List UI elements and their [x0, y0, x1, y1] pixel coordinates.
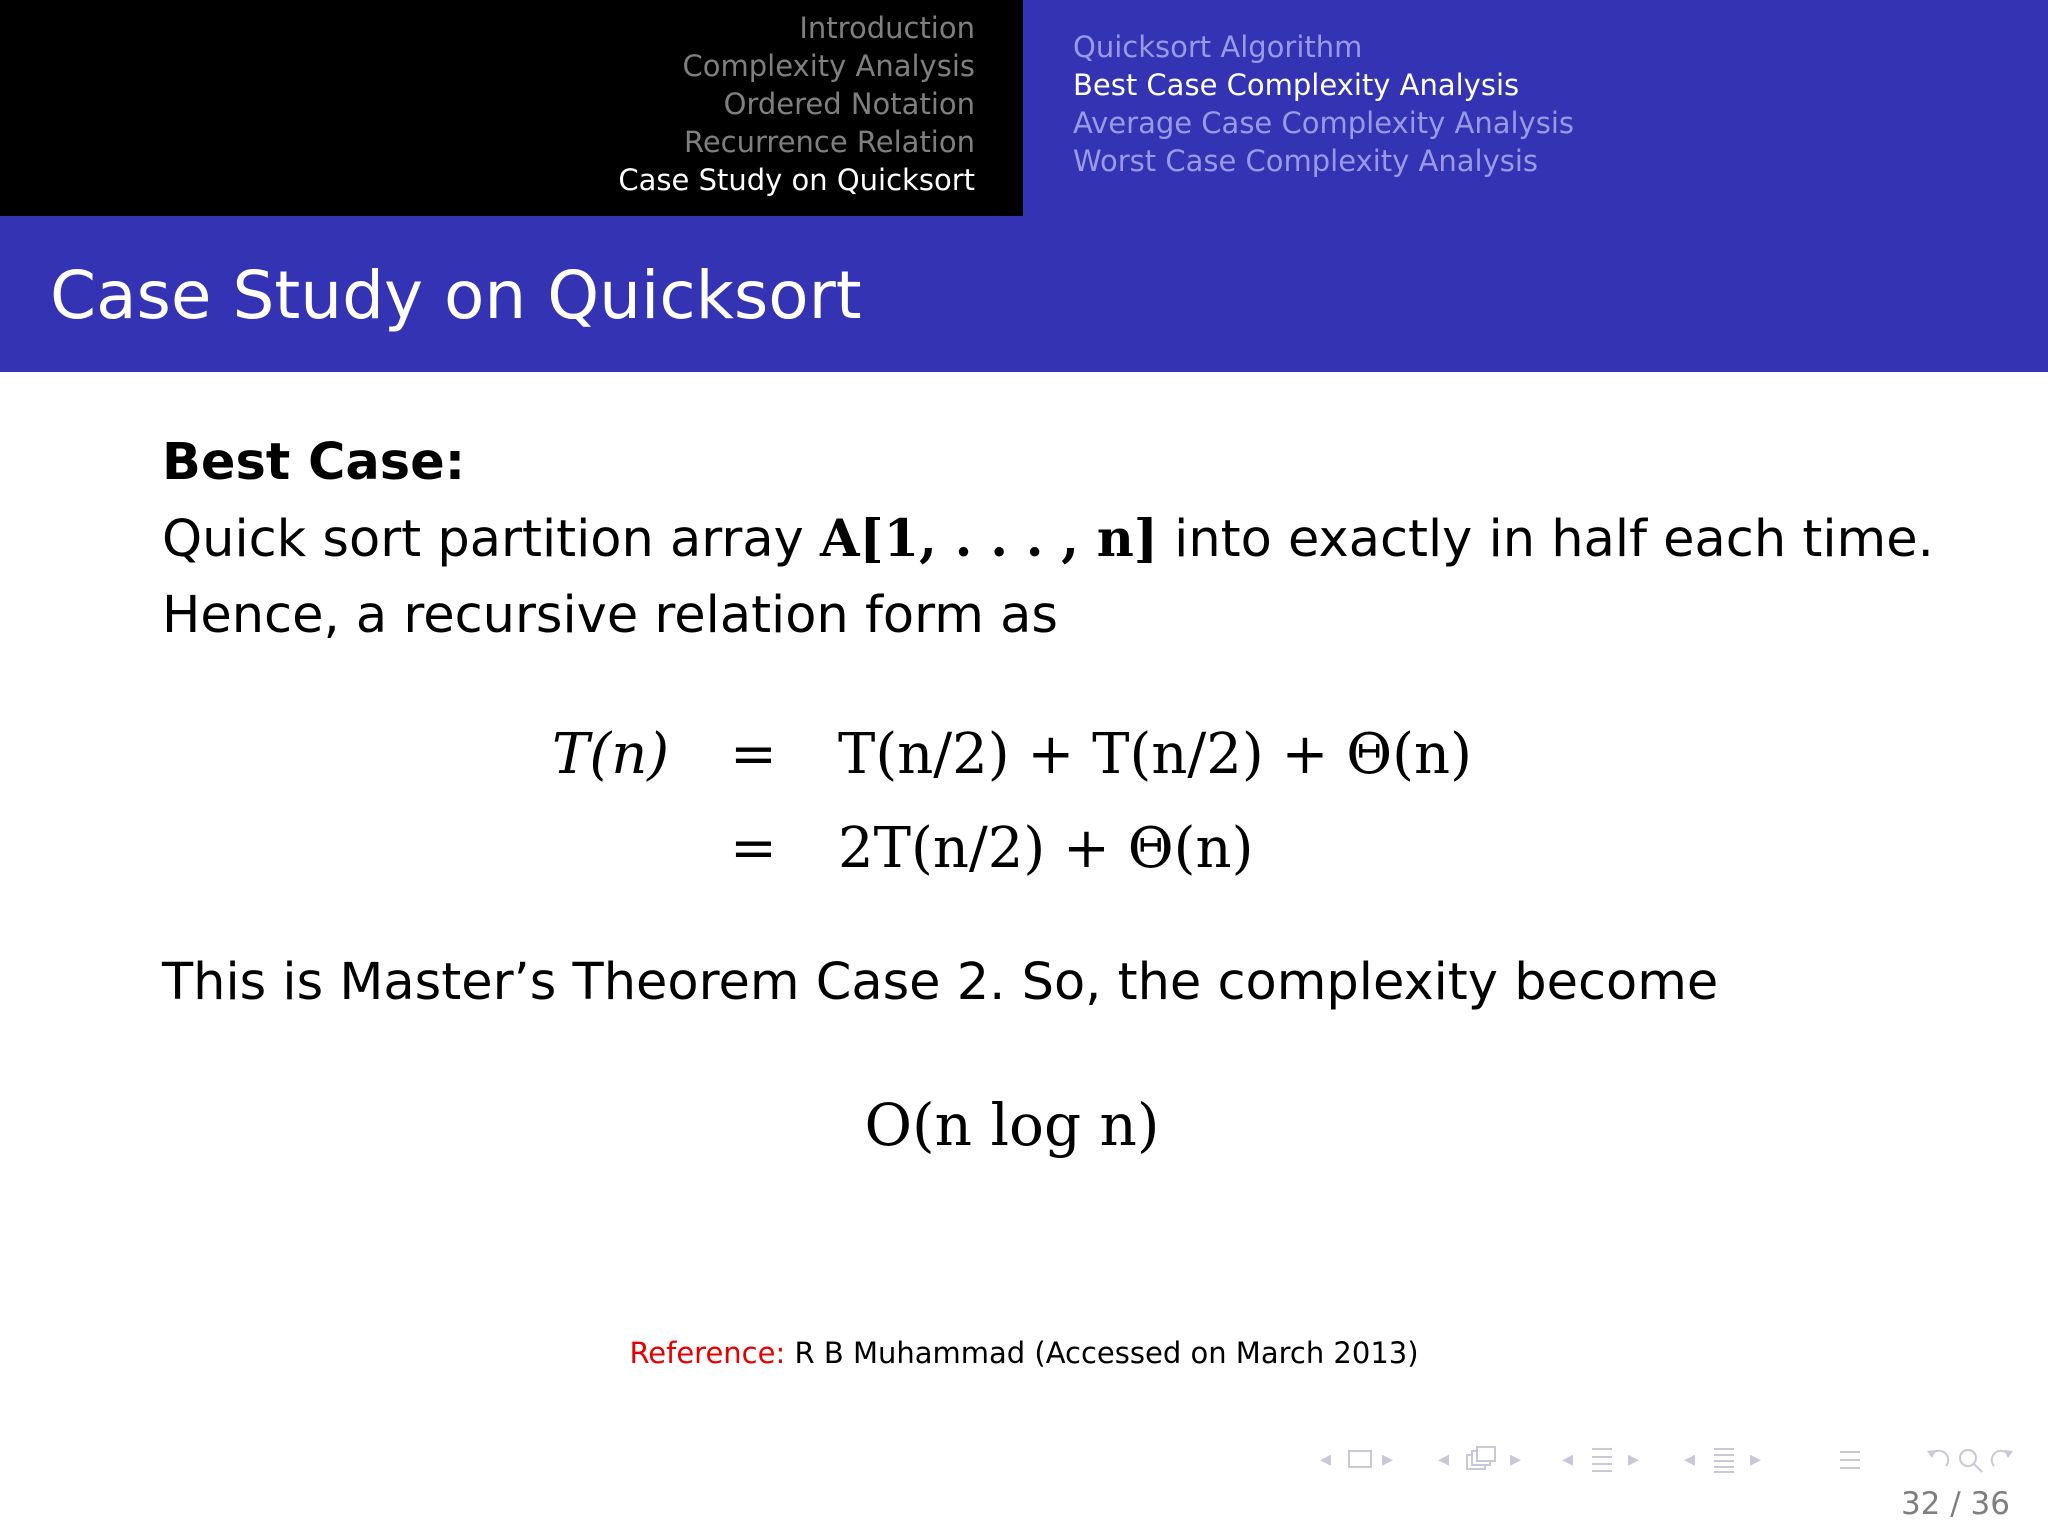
prev-arrow-icon[interactable]: ◂	[1438, 1447, 1450, 1472]
nav-subsection-average-case[interactable]: Average Case Complexity Analysis	[1073, 106, 1574, 140]
outline-icon[interactable]	[1838, 1446, 1862, 1474]
frame-icon[interactable]	[1348, 1450, 1372, 1468]
back-icon[interactable]	[1924, 1446, 1952, 1474]
nav-section-introduction[interactable]: Introduction	[799, 11, 975, 45]
next-arrow-icon[interactable]: ▸	[1510, 1447, 1522, 1472]
section-icon[interactable]	[1590, 1446, 1614, 1474]
subsection-icon[interactable]	[1466, 1446, 1496, 1472]
section-list-icon[interactable]	[1712, 1446, 1736, 1474]
prev-arrow-icon[interactable]: ◂	[1562, 1447, 1574, 1472]
partition-text-prefix: Quick sort partition array	[162, 510, 820, 569]
recurrence-equations	[162, 715, 1982, 903]
partition-text-suffix: into exactly in half each time.	[1157, 510, 1934, 569]
nav-subsection-best-case[interactable]: Best Case Complexity Analysis	[1073, 68, 1520, 102]
subsection-navigation	[1023, 0, 2048, 216]
forward-icon[interactable]	[1988, 1446, 2016, 1474]
reference-text: R B Muhammad (Accessed on March 2013)	[794, 1336, 1419, 1370]
section-navigation	[0, 0, 1023, 216]
navigation-symbols	[1312, 1442, 2032, 1478]
frame-title: Case Study on Quicksort	[50, 257, 862, 334]
equals-sign: =	[730, 722, 777, 787]
reference-label: Reference:	[629, 1336, 786, 1370]
nav-section-case-study[interactable]: Case Study on Quicksort	[618, 163, 975, 197]
equation-row-2	[162, 809, 1982, 903]
next-arrow-icon[interactable]: ▸	[1382, 1447, 1394, 1472]
master-theorem-sentence: This is Master’s Theorem Case 2. So, the complexity become	[162, 953, 1719, 1012]
equation-rhs-2: 2T(n/2) + Θ(n)	[838, 816, 1254, 881]
page-number: 32 / 36	[1900, 1486, 2010, 1522]
equation-rhs-1: T(n/2) + T(n/2) + Θ(n)	[838, 722, 1472, 787]
equals-sign: =	[730, 816, 777, 881]
array-notation: A[1, . . . , n]	[819, 509, 1158, 569]
slide-content	[162, 425, 1982, 1159]
nav-subsection-worst-case[interactable]: Worst Case Complexity Analysis	[1073, 144, 1539, 178]
prev-arrow-icon[interactable]: ◂	[1684, 1447, 1696, 1472]
nav-subsection-quicksort-algorithm[interactable]: Quicksort Algorithm	[1073, 30, 1363, 64]
reference-line	[0, 1333, 2048, 1373]
complexity-result: O(n log n)	[864, 1091, 1160, 1159]
nav-section-ordered-notation[interactable]: Ordered Notation	[723, 87, 975, 121]
recursive-relation-sentence: Hence, a recursive relation form as	[162, 586, 1058, 645]
next-arrow-icon[interactable]: ▸	[1750, 1447, 1762, 1472]
best-case-heading: Best Case:	[162, 433, 466, 492]
equation-row-1	[162, 715, 1982, 809]
nav-section-complexity-analysis[interactable]: Complexity Analysis	[682, 49, 975, 83]
nav-section-recurrence-relation[interactable]: Recurrence Relation	[683, 125, 975, 159]
prev-arrow-icon[interactable]: ◂	[1320, 1447, 1332, 1472]
partition-sentence	[162, 501, 1982, 578]
section-list	[618, 9, 975, 199]
subsection-list	[1073, 28, 1574, 180]
next-arrow-icon[interactable]: ▸	[1628, 1447, 1640, 1472]
search-icon[interactable]	[1956, 1446, 1984, 1474]
equation-lhs: T(n)	[552, 722, 670, 787]
frame-title-bar	[0, 216, 2048, 372]
